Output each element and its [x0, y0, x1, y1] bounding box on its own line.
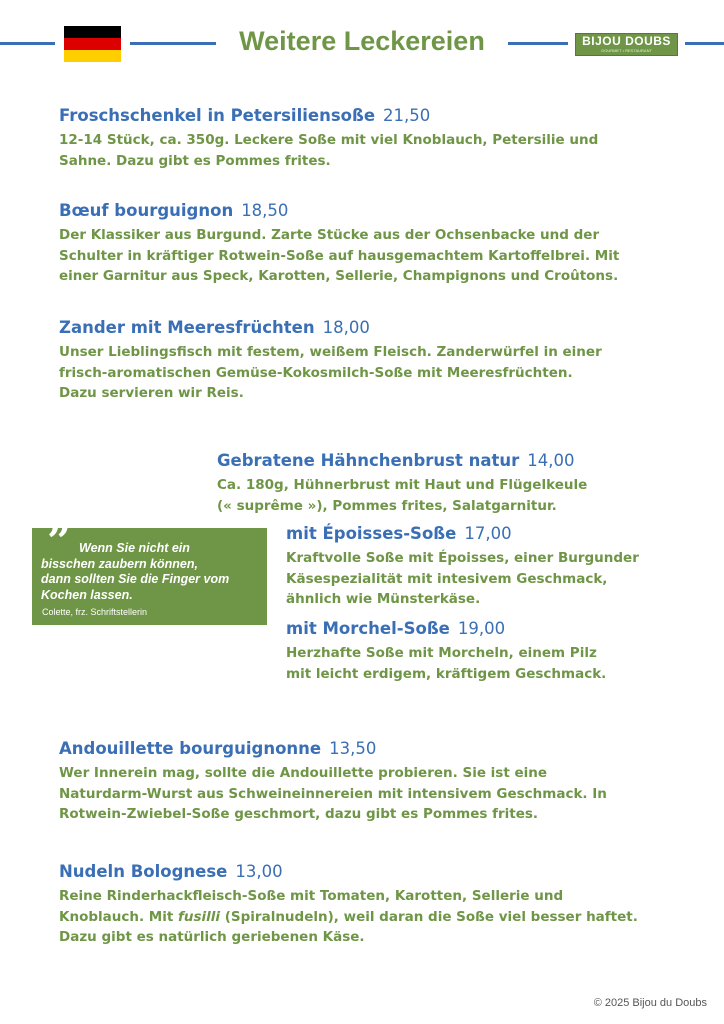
dish-price: 13,00: [235, 862, 283, 881]
dish-title: [59, 200, 619, 222]
dish-name: mit Morchel-Soße: [286, 619, 450, 638]
dish-title: [59, 105, 598, 127]
menu-item: [286, 523, 639, 610]
dish-description: [59, 130, 598, 171]
dish-name: Gebratene Hähnchenbrust natur: [217, 451, 520, 470]
dish-description: [59, 763, 607, 825]
flag-stripe-red: [64, 38, 121, 50]
menu-item: [59, 317, 602, 404]
menu-item: [59, 105, 598, 171]
dish-name: Froschschenkel in Petersiliensoße: [59, 106, 376, 125]
logo-subtext: GOURMET • RESTAURANT: [601, 48, 652, 53]
quote-line: [41, 541, 267, 557]
dish-price: 18,50: [241, 201, 289, 220]
desc-line: Unser Lieblingsfisch mit festem, weißem Fleisch. Zanderwürfel in einer: [59, 344, 602, 360]
german-flag-icon: [64, 26, 121, 62]
menu-item: [59, 861, 638, 948]
page-title: Weitere Leckereien: [239, 26, 485, 56]
quote-line-text: Wenn Sie nicht ein: [79, 541, 190, 555]
copyright-footer: © 2025 Bijou du Doubs: [593, 997, 707, 1009]
desc-line: Der Klassiker aus Burgund. Zarte Stücke aus der Ochsenbacke und der: [59, 227, 600, 243]
desc-line: Dazu gibt es natürlich geriebenen Käse.: [59, 929, 365, 945]
desc-line: frisch-aromatischen Gemüse-Kokosmilch-Soße mit Meeresfrüchten.: [59, 364, 573, 381]
dish-title: [59, 738, 607, 760]
desc-line: Naturdarm-Wurst aus Schweineinnereien mit intensivem Geschmack. In: [59, 785, 607, 802]
dish-title: [59, 317, 602, 339]
dish-price: 21,50: [383, 106, 431, 125]
header-rule-left-2: [130, 42, 216, 45]
dish-description: [59, 886, 638, 948]
quote-line: Kochen lassen.: [41, 587, 133, 602]
dish-description: [286, 548, 639, 610]
dish-title: [217, 450, 587, 472]
dish-title: [286, 523, 639, 545]
quote-open-mark: ”: [47, 517, 72, 566]
dish-description: [59, 342, 602, 404]
desc-line: Wer Innerein mag, sollte die Andouillette probieren. Sie ist eine: [59, 765, 548, 781]
menu-item: [59, 738, 607, 825]
quote-close-mark: “: [227, 603, 252, 652]
desc-line: Sahne. Dazu gibt es Pommes frites.: [59, 152, 331, 169]
desc-line: Rotwein-Zwiebel-Soße geschmort, dazu gibt es Pommes frites.: [59, 806, 539, 822]
desc-line: Käsespezialität mit intesivem Geschmack,: [286, 570, 608, 587]
italic-word: fusilli: [178, 908, 221, 925]
dish-price: 19,00: [457, 619, 506, 638]
dish-name: Nudeln Bolognese: [59, 862, 228, 881]
menu-item: [286, 618, 606, 684]
desc-line: 12-14 Stück, ca. 350g. Leckere Soße mit viel Knoblauch, Petersilie und: [59, 132, 599, 148]
dish-title: [286, 618, 606, 640]
desc-line: Herzhafte Soße mit Morcheln, einem Pilz: [286, 645, 597, 661]
quote-author: Colette, frz. Schriftstellerin: [42, 607, 148, 617]
desc-line: Ca. 180g, Hühnerbrust mit Haut und Flügelkeule: [217, 477, 588, 493]
desc-line: mit leicht erdigem, kräftigem Geschmack.: [286, 665, 607, 682]
desc-line: Reine Rinderhackfleisch-Soße mit Tomaten, Karotten, Sellerie und: [59, 888, 564, 904]
menu-item: [217, 450, 587, 516]
dish-description: [59, 225, 619, 287]
dish-name: mit Époisses-Soße: [286, 524, 457, 543]
logo-text: BIJOU DOUBS: [582, 34, 671, 48]
desc-line: (« suprême »), Pommes frites, Salatgarnitur.: [217, 497, 557, 514]
dish-name: Zander mit Meeresfrüchten: [59, 318, 315, 337]
desc-line: Schulter in kräftiger Rotwein-Soße auf hausgemachtem Kartoffelbrei. Mit: [59, 247, 620, 264]
header-rule-left-1: [0, 42, 55, 45]
header-rule-right-2: [685, 42, 724, 45]
desc-line: Dazu servieren wir Reis.: [59, 385, 244, 401]
dish-name: Andouillette bourguignonne: [59, 739, 322, 758]
flag-stripe-black: [64, 26, 121, 38]
dish-name: Bœuf bourguignon: [59, 201, 234, 220]
dish-price: 13,50: [329, 739, 377, 758]
header-rule-right-1: [508, 42, 568, 45]
quote-line: bisschen zaubern können,: [41, 556, 198, 571]
menu-item: [59, 200, 619, 287]
dish-price: 14,00: [527, 451, 575, 470]
dish-title: [59, 861, 638, 883]
dish-price: 18,00: [322, 318, 370, 337]
dish-description: [286, 643, 606, 684]
desc-line: Knoblauch. Mit fusilli (Spiralnudeln), weil daran die Soße viel besser haftet.: [59, 908, 638, 925]
quote-line: dann sollten Sie die Finger vom: [41, 572, 230, 586]
dish-price: 17,00: [464, 524, 512, 543]
desc-line: einer Garnitur aus Speck, Karotten, Sellerie, Champignons und Croûtons.: [59, 268, 619, 284]
desc-line: ähnlich wie Münsterkäse.: [286, 591, 481, 607]
desc-line: Kraftvolle Soße mit Époisses, einer Burgunder: [286, 550, 639, 566]
flag-stripe-gold: [64, 50, 121, 62]
dish-description: [217, 475, 587, 516]
quote-text: [41, 541, 267, 603]
brand-logo: [575, 33, 678, 56]
